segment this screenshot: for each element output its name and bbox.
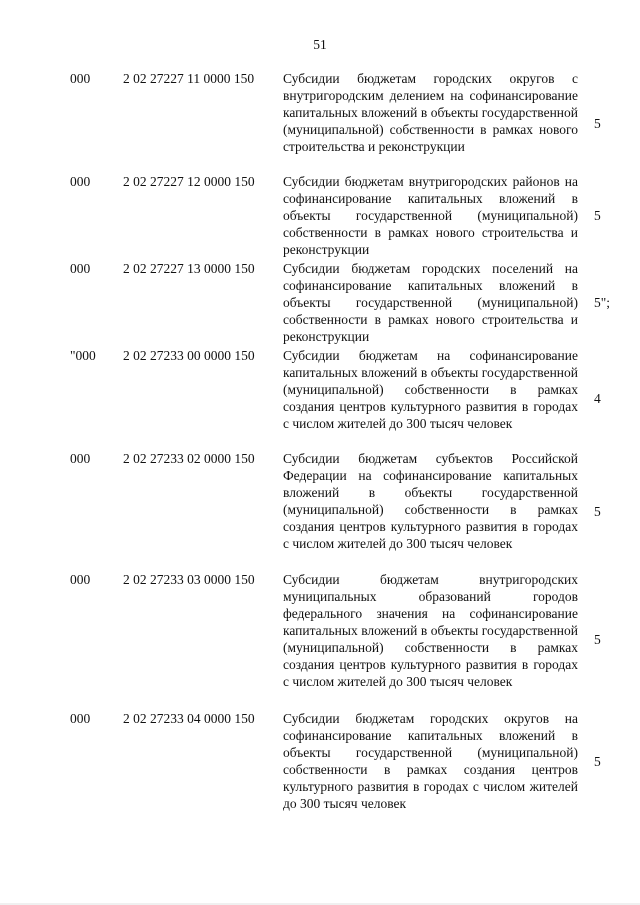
income-code: 2 02 27233 02 0000 150 <box>123 451 255 466</box>
admin-code: 000 <box>70 572 91 587</box>
description: Субсидии бюджетам городских поселений на софинансирование капитальных вложений в объекты государственной (муниципальной) собственности в рамках нового строительства и реконструкции <box>283 261 578 344</box>
norm-value: 5 <box>594 208 601 223</box>
norm-value: 5 <box>594 504 601 519</box>
admin-code: "000 <box>70 348 96 363</box>
income-code: 2 02 27233 03 0000 150 <box>123 572 255 587</box>
norm-value: 5 <box>594 116 601 131</box>
norm-value: 5"; <box>594 295 611 310</box>
income-code: 2 02 27227 13 0000 150 <box>123 261 255 276</box>
income-code: 2 02 27233 04 0000 150 <box>123 711 255 726</box>
income-code: 2 02 27233 00 0000 150 <box>123 348 255 363</box>
admin-code: 000 <box>70 71 91 86</box>
admin-code: 000 <box>70 711 91 726</box>
income-code: 2 02 27227 12 0000 150 <box>123 174 255 189</box>
description: Субсидии бюджетам городских округов на софинансирование капитальных вложений в объекты государственной (муниципальной) собственности в рамках создания центров культурного развития в городах с числом жителей до 300 тысяч человек <box>283 711 578 811</box>
description: Субсидии бюджетам городских округов с внутригородским делением на софинансирование капитальных вложений в объекты государственной (муниципальной) собственности в рамках нового строительства и реконструкции <box>283 71 578 154</box>
admin-code: 000 <box>70 451 91 466</box>
income-code: 2 02 27227 11 0000 150 <box>123 71 255 86</box>
norm-value: 5 <box>594 632 601 647</box>
description: Субсидии бюджетам субъектов Российской Федерации на софинансирование капитальных вложений в объекты государственной (муниципальной) собственности в рамках создания центров культурного развития в городах с числом жителей до 300 тысяч человек <box>283 451 578 551</box>
admin-code: 000 <box>70 261 91 276</box>
page-number: 51 <box>313 37 327 52</box>
admin-code: 000 <box>70 174 91 189</box>
description: Субсидии бюджетам на софинансирование капитальных вложений в объекты государственной (муниципальной) собственности в рамках создания центров культурного развития в городах с числом жителей до 300 тысяч человек <box>283 348 578 431</box>
norm-value: 5 <box>594 754 601 769</box>
norm-value: 4 <box>594 391 601 406</box>
description: Субсидии бюджетам внутригородских муниципальных образований городов федерального значения на софинансирование капитальных вложений в объекты государственной (муниципальной) собственности в рамках создания центров культурного развития в городах с числом жителей до 300 тысяч человек <box>283 572 578 689</box>
description: Субсидии бюджетам внутригородских районов на софинансирование капитальных вложений в объекты государственной (муниципальной) собственности в рамках нового строительства и реконструкции <box>283 174 578 257</box>
